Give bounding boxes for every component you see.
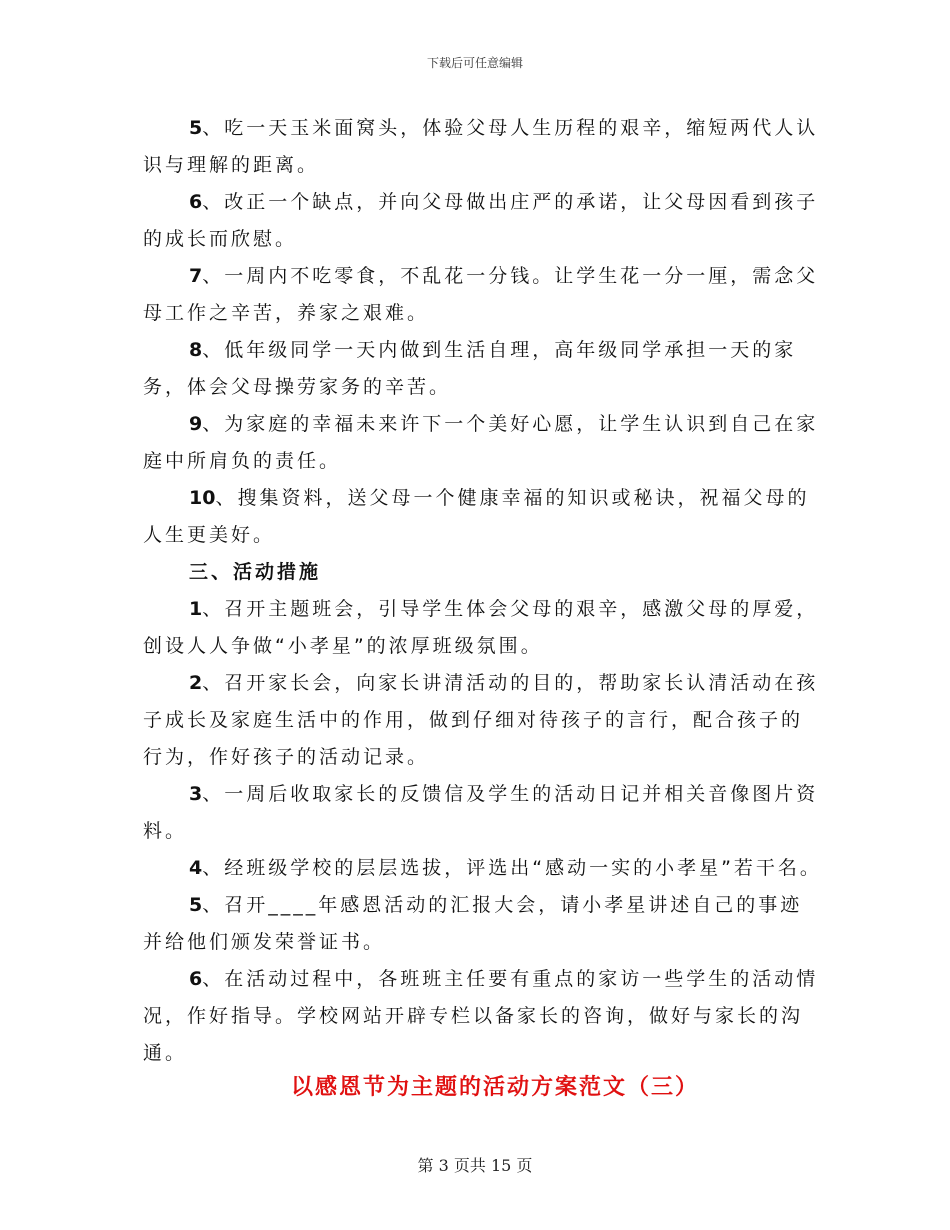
- item-number: 4: [189, 857, 203, 879]
- item-number: 1: [189, 598, 203, 620]
- section-heading-measures: 三、活动措施: [189, 561, 322, 583]
- item-number: 5: [189, 894, 203, 916]
- item-text: 、在活动过程中，各班班主任要有重点的家访一些学生的活动情况，作好指导。学校网站开辟专栏以备家长的咨询，做好与家长的沟通。: [143, 968, 819, 1064]
- item-text: 、搜集资料，送父母一个健康幸福的知识或秘诀，祝福父母的人生更美好。: [143, 487, 810, 546]
- activity-item-5: [143, 110, 823, 184]
- item-text: 、改正一个缺点，并向父母做出庄严的承诺，让父母因看到孩子的成长而欣慰。: [143, 191, 819, 250]
- measure-item-3: [143, 776, 823, 850]
- item-number: 9: [189, 413, 203, 435]
- item-number: 8: [189, 339, 203, 361]
- item-text: 、一周内不吃零食，不乱花一分钱。让学生花一分一厘，需念父母工作之辛苦，养家之艰难。: [143, 265, 819, 324]
- item-text: 、召开____年感恩活动的汇报大会，请小孝星讲述自己的事迹并给他们颁发荣誉证书。: [143, 894, 803, 953]
- page-header-note: 下载后可任意编辑: [426, 56, 523, 70]
- item-number: 2: [189, 672, 203, 694]
- measure-item-6: [143, 961, 823, 1072]
- activity-item-7: [143, 258, 823, 332]
- item-number: 10: [189, 487, 216, 509]
- item-number: 3: [189, 783, 203, 805]
- item-number: 6: [189, 191, 203, 213]
- document-body: [143, 110, 823, 1072]
- item-text: 、经班级学校的层层选拔，评选出“感动一实的小孝星”若干名。: [202, 857, 822, 879]
- activity-item-6: [143, 184, 823, 258]
- section-title-red: 以感恩节为主题的活动方案范文（三）: [290, 1074, 699, 1100]
- measure-item-1: [143, 591, 823, 665]
- activity-item-9: [143, 406, 823, 480]
- item-number: 6: [189, 968, 203, 990]
- measure-item-5: [143, 887, 823, 961]
- item-number: 5: [189, 117, 203, 139]
- item-text: 、一周后收取家长的反馈信及学生的活动日记并相关音像图片资料。: [143, 783, 819, 842]
- item-text: 、吃一天玉米面窝头，体验父母人生历程的艰辛，缩短两代人认识与理解的距离。: [143, 117, 819, 176]
- item-text: 、召开家长会，向家长讲清活动的目的，帮助家长认清活动在孩子成长及家庭生活中的作用，做到仔细对待孩子的言行，配合孩子的行为，作好孩子的活动记录。: [143, 672, 819, 768]
- activity-item-8: [143, 332, 823, 406]
- item-text: 、低年级同学一天内做到生活自理，高年级同学承担一天的家务，体会父母操劳家务的辛苦。: [143, 339, 797, 398]
- page-footer: 第 3 页共 15 页: [417, 1156, 533, 1175]
- measure-item-4: [143, 850, 823, 887]
- activity-item-10: [143, 480, 823, 554]
- measure-item-2: [143, 665, 823, 776]
- item-text: 、为家庭的幸福未来许下一个美好心愿，让学生认识到自己在家庭中所肩负的责任。: [143, 413, 819, 472]
- item-number: 7: [189, 265, 203, 287]
- item-text: 、召开主题班会，引导学生体会父母的艰辛，感激父母的厚爱，创设人人争做“小孝星”的浓厚班级氛围。: [143, 598, 819, 657]
